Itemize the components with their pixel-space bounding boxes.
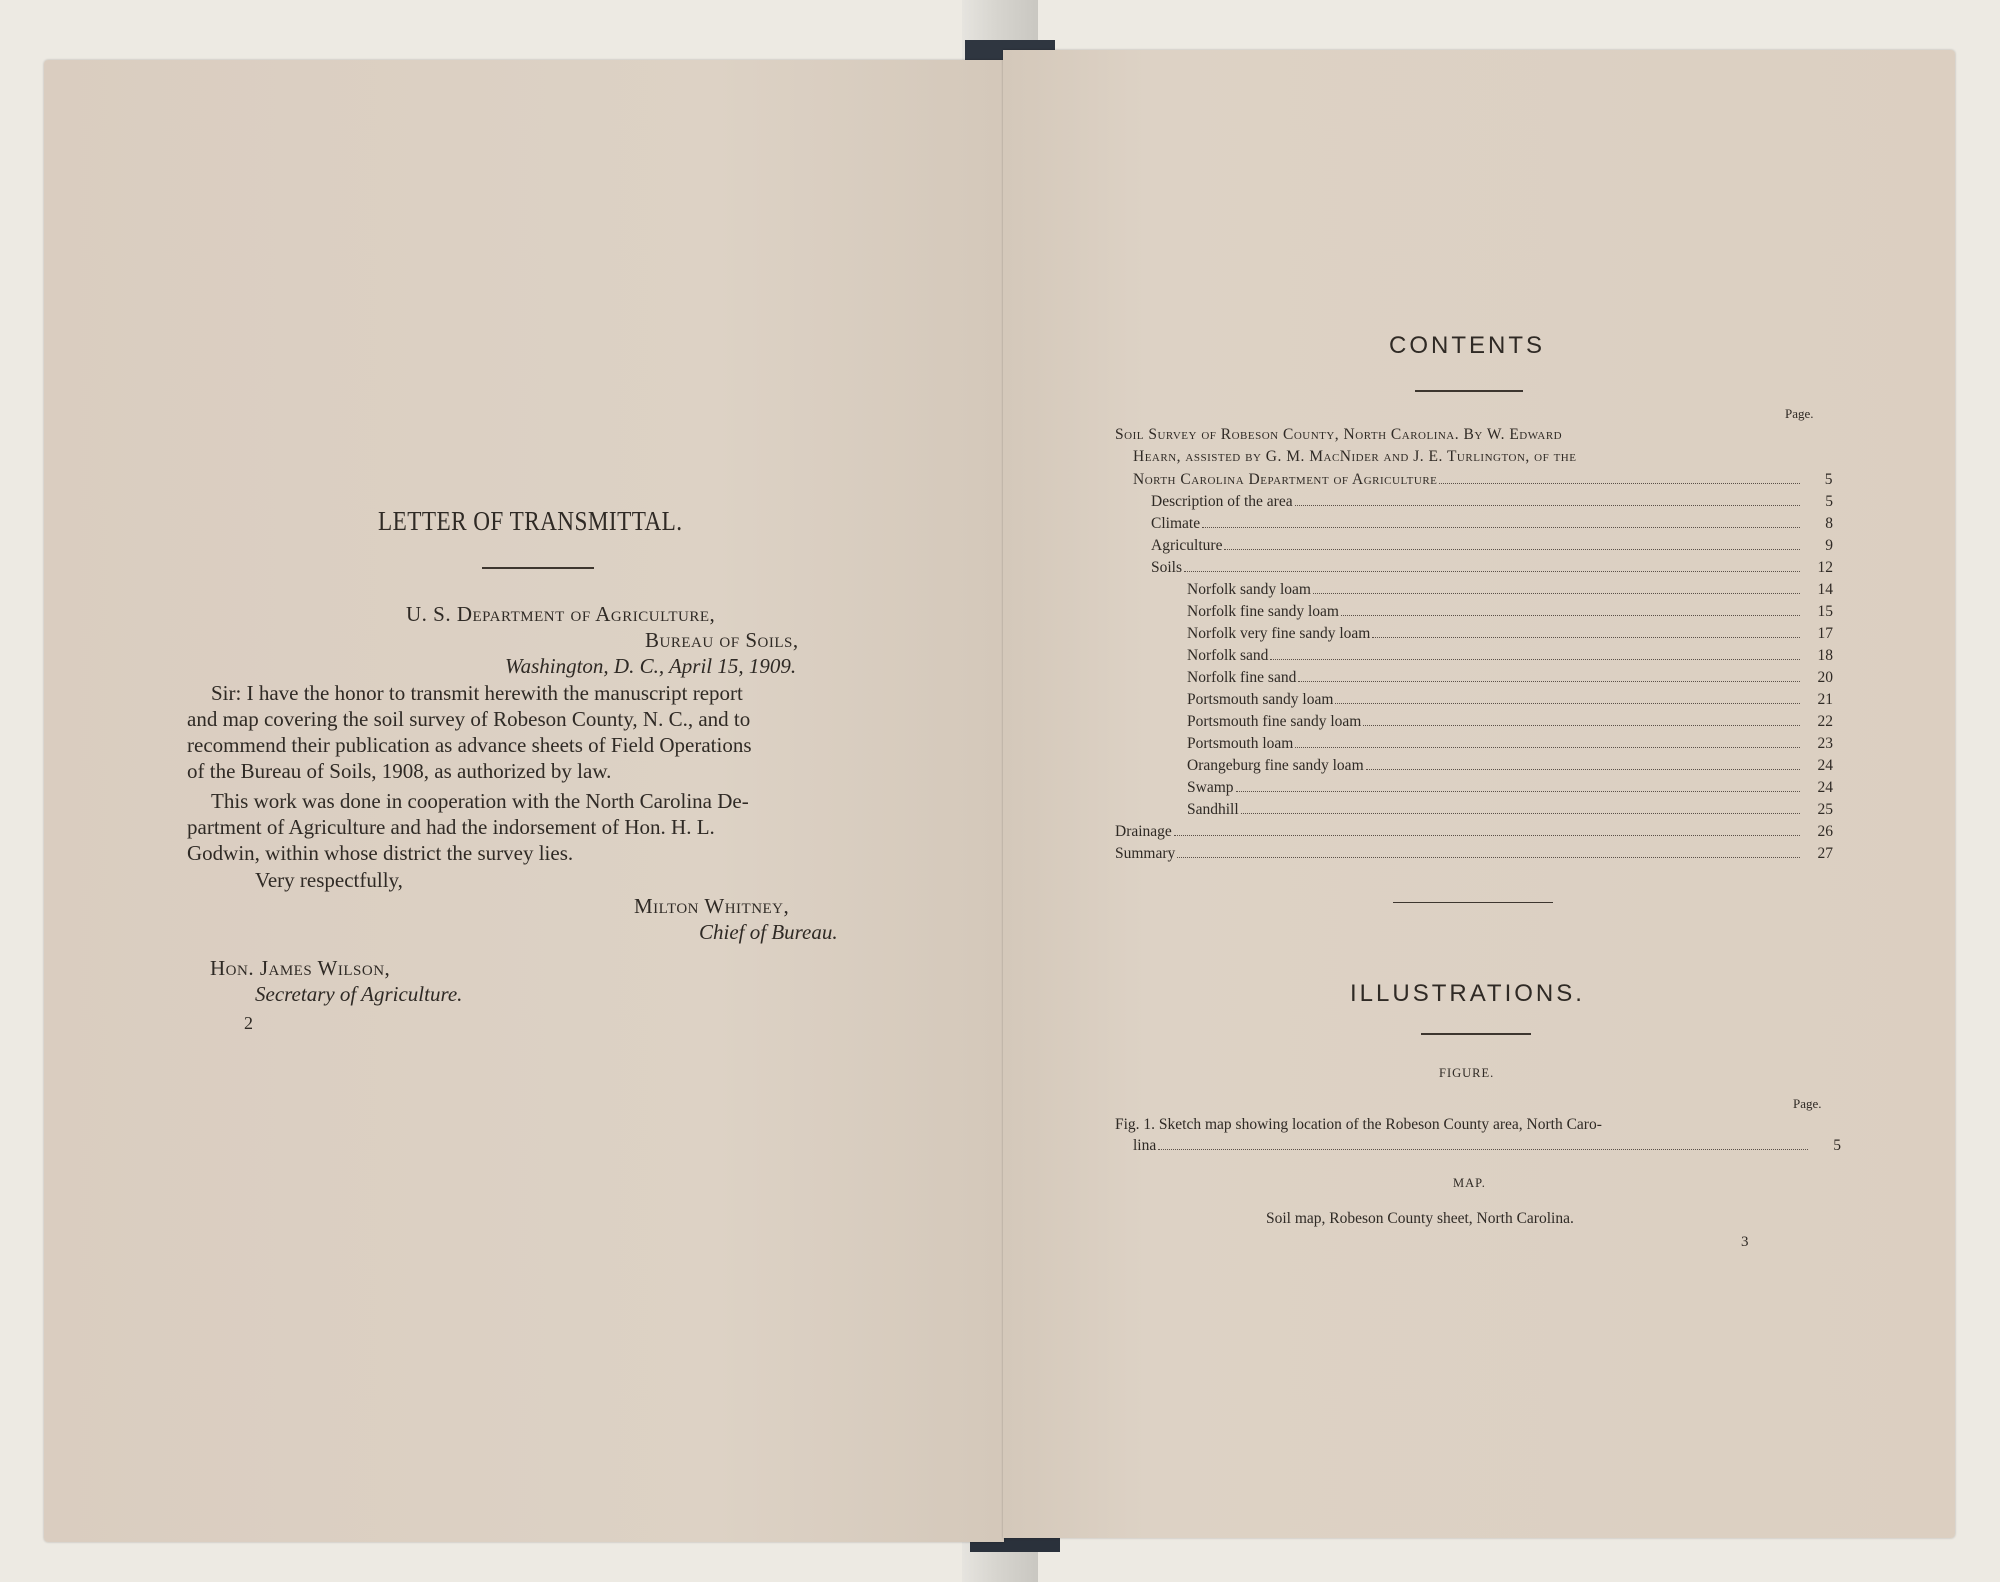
toc-label: Swamp (1187, 779, 1234, 796)
toc-page: 21 (1817, 691, 1833, 708)
toc-row (1151, 492, 1833, 512)
toc-row (1187, 778, 1833, 798)
section-separator (1393, 902, 1553, 903)
toc-label: Portsmouth fine sandy loam (1187, 713, 1362, 730)
toc-page: 18 (1817, 647, 1833, 664)
toc-label: Portsmouth loam (1187, 735, 1294, 752)
toc-label: Norfolk sand (1187, 647, 1269, 664)
title-rule (482, 567, 594, 569)
toc-label: Orangeburg fine sandy loam (1187, 757, 1364, 774)
toc-page: 15 (1817, 603, 1833, 620)
page-number-left: 2 (244, 1013, 253, 1033)
paragraph-2-line: partment of Agriculture and had the indorsement of Hon. H. L. (187, 815, 715, 839)
toc-label: Sandhill (1187, 801, 1239, 818)
toc-row (1187, 712, 1833, 732)
toc-row (1187, 690, 1833, 710)
toc-label: Summary (1115, 845, 1176, 862)
figure-label: FIGURE. (1439, 1066, 1495, 1080)
main-entry-line-2: Hearn, assisted by G. M. MacNider and J. E. Turlington, of the (1133, 448, 1577, 465)
toc-label: Soils (1151, 559, 1183, 576)
paragraph-1-line: and map covering the soil survey of Robeson County, N. C., and to (187, 707, 751, 731)
page-number-right: 3 (1741, 1234, 1749, 1250)
figure-page-header: Page. (1793, 1096, 1822, 1111)
toc-page: 17 (1817, 625, 1833, 642)
illustrations-title: ILLUSTRATIONS. (1350, 980, 1585, 1007)
toc-page: 26 (1817, 823, 1833, 840)
toc-label: Drainage (1115, 823, 1172, 840)
paragraph-1-line: of the Bureau of Soils, 1908, as authorized by law. (187, 759, 612, 783)
toc-row (1115, 822, 1833, 842)
recipient-name: Hon. James Wilson, (210, 956, 391, 980)
paragraph-1-line: Sir: I have the honor to transmit herewith the manuscript report (211, 681, 743, 705)
paragraph-1 (187, 680, 752, 784)
paragraph-2-line: This work was done in cooperation with the North Carolina De- (211, 789, 749, 813)
contents-title: CONTENTS (1389, 332, 1545, 359)
toc-row (1187, 602, 1833, 622)
toc-row (1115, 844, 1833, 864)
map-label: MAP. (1453, 1176, 1486, 1190)
figure-line-1: Fig. 1. Sketch map showing location of the Robeson County area, North Caro- (1115, 1116, 1602, 1133)
toc-page: 9 (1825, 537, 1833, 554)
toc-label: Norfolk fine sandy loam (1187, 603, 1339, 620)
figure-page: 5 (1833, 1137, 1841, 1154)
toc-label: Climate (1151, 515, 1201, 532)
toc-row (1187, 756, 1833, 776)
toc-row (1187, 668, 1833, 688)
paragraph-1-line: recommend their publication as advance sheets of Field Operations (187, 733, 752, 757)
toc-page: 20 (1817, 669, 1833, 686)
toc-row (1187, 580, 1833, 600)
toc-page: 12 (1817, 559, 1833, 576)
address-line-2: Bureau of Soils, (645, 628, 799, 652)
illustrations-rule (1421, 1033, 1531, 1035)
figure-line-2 (1133, 1136, 1841, 1156)
toc-label: Norfolk very fine sandy loam (1187, 625, 1371, 642)
address-line-1: U. S. Department of Agriculture, (406, 602, 716, 626)
toc-page: 24 (1817, 779, 1833, 796)
toc-row (1187, 800, 1833, 820)
toc-label: Description of the area (1151, 493, 1293, 510)
toc-row (1151, 536, 1833, 556)
toc-page: 27 (1817, 845, 1833, 862)
toc-label: Norfolk fine sand (1187, 669, 1297, 686)
toc-row (1133, 470, 1833, 490)
toc-page: 24 (1817, 757, 1833, 774)
toc-page: 5 (1824, 471, 1833, 488)
left-page (44, 60, 1004, 1542)
toc-page: 22 (1817, 713, 1833, 730)
map-text: Soil map, Robeson County sheet, North Carolina. (1266, 1210, 1574, 1227)
signer-title: Chief of Bureau. (699, 920, 838, 944)
toc-page: 8 (1825, 515, 1833, 532)
paragraph-2-line: Godwin, within whose district the survey lies. (187, 841, 574, 865)
toc-row (1187, 646, 1833, 666)
figure-label-text: lina (1133, 1137, 1157, 1154)
toc-page: 23 (1817, 735, 1833, 752)
signer-name: Milton Whitney, (634, 894, 790, 918)
toc-page: 25 (1817, 801, 1833, 818)
toc-row (1187, 624, 1833, 644)
toc-page: 5 (1825, 493, 1833, 510)
page-header: Page. (1785, 406, 1814, 421)
toc-label: Norfolk sandy loam (1187, 581, 1311, 598)
toc-page: 14 (1817, 581, 1833, 598)
closing: Very respectfully, (255, 868, 403, 892)
toc-row (1151, 558, 1833, 578)
contents-rule (1415, 390, 1523, 392)
toc-row (1187, 734, 1833, 754)
letter-title: LETTER OF TRANSMITTAL. (378, 506, 683, 536)
right-page (1003, 50, 1955, 1538)
toc-row (1151, 514, 1833, 534)
toc-label: Portsmouth sandy loam (1187, 691, 1334, 708)
paragraph-2 (187, 788, 749, 866)
place-date: Washington, D. C., April 15, 1909. (505, 654, 797, 678)
main-entry-line-1: Soil Survey of Robeson County, North Carolina. By W. Edward (1115, 426, 1563, 443)
recipient-title: Secretary of Agriculture. (255, 982, 463, 1006)
toc-label: North Carolina Department of Agriculture (1133, 471, 1438, 488)
toc-label: Agriculture (1151, 537, 1223, 554)
